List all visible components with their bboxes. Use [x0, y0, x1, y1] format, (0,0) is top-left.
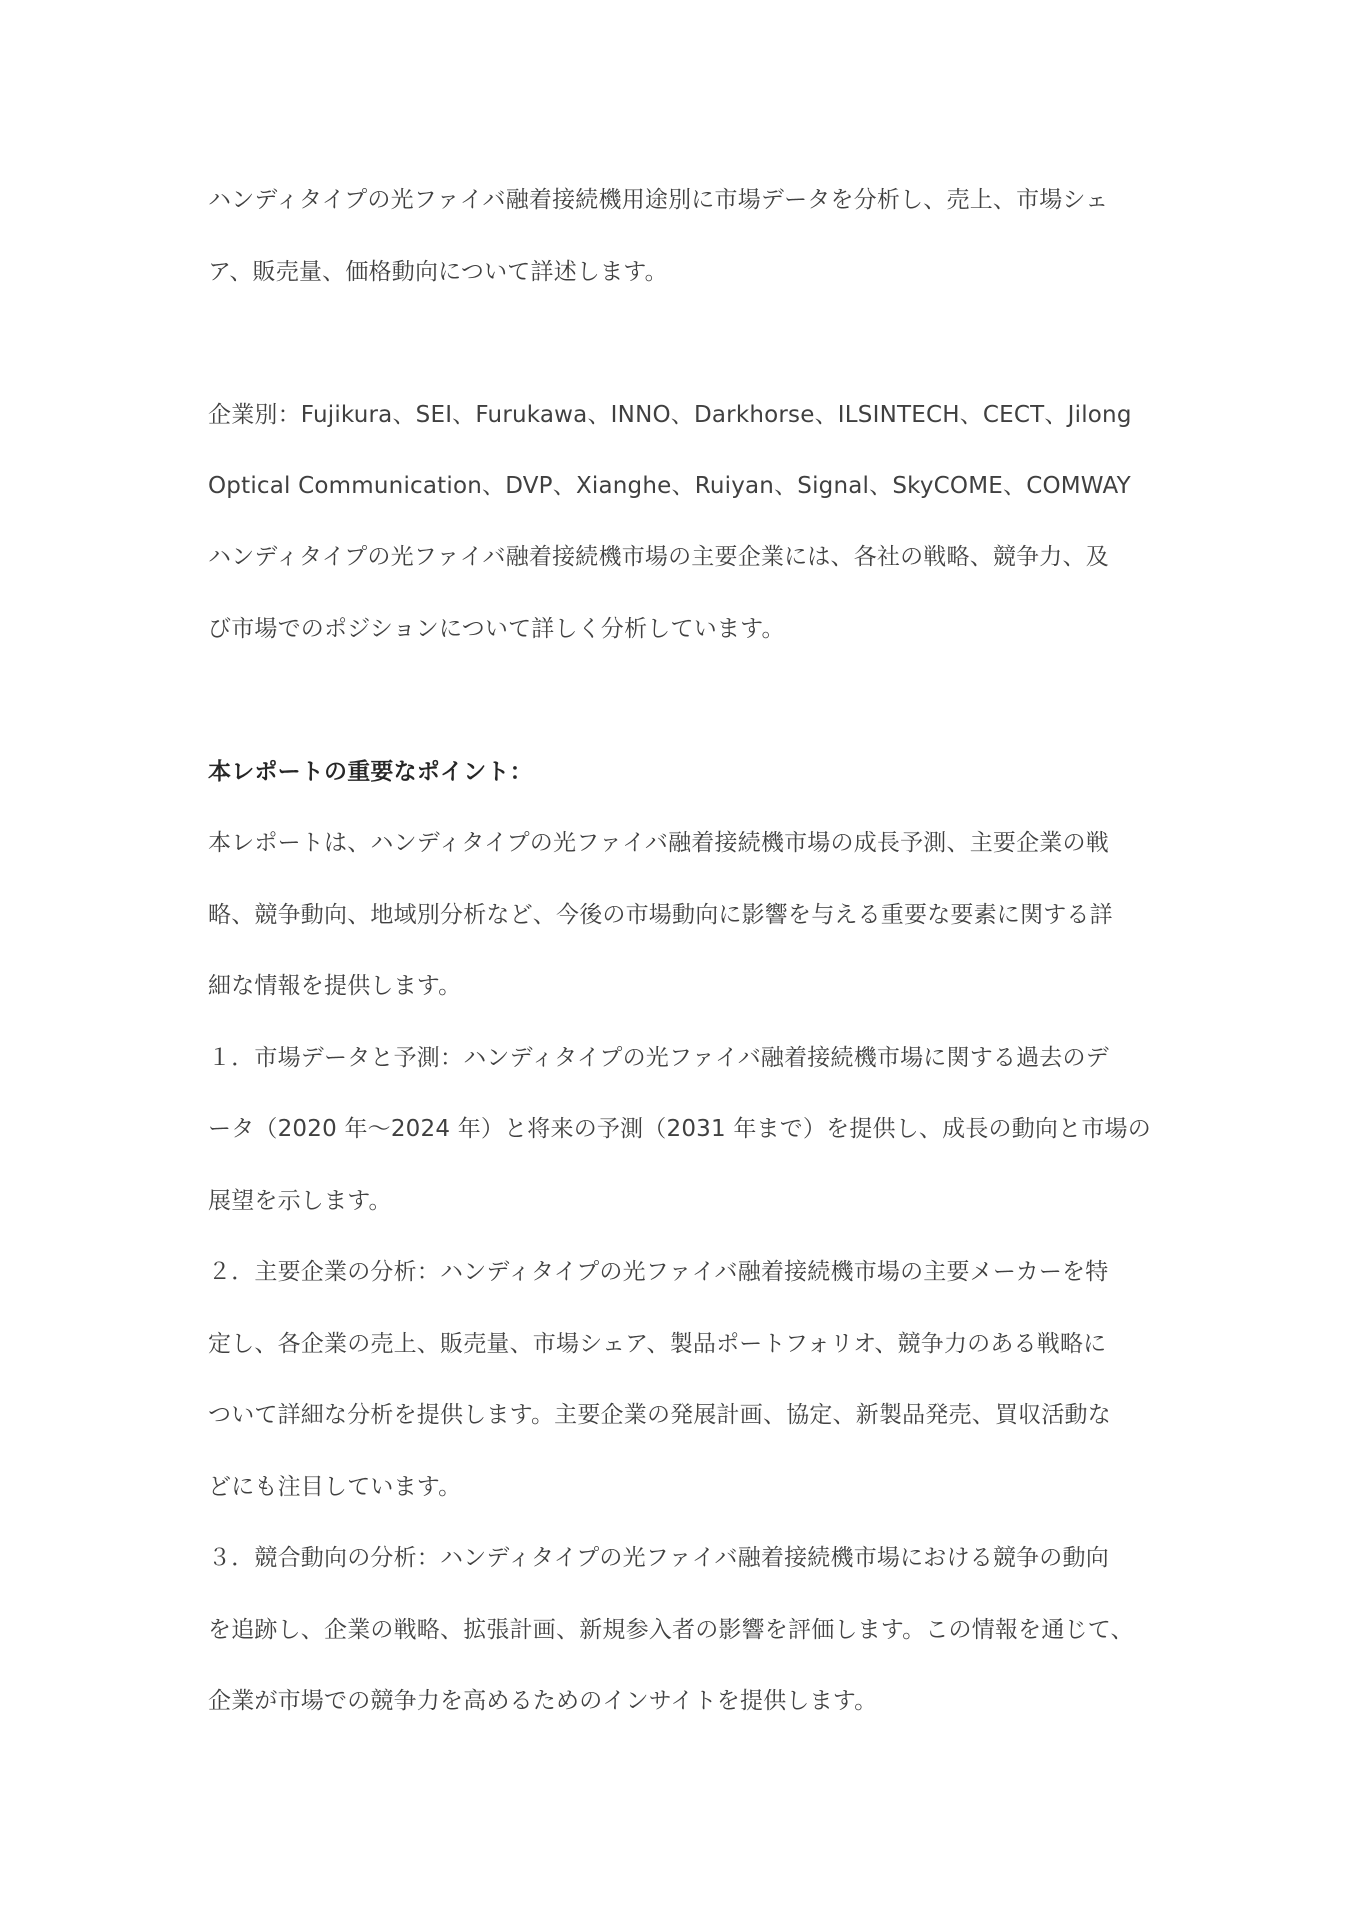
- application-line-2: ア、販売量、価格動向について詳述します。: [208, 259, 668, 285]
- point-2-line-2: 定し、各企業の売上、販売量、市場シェア、製品ポートフォリオ、競争力のある戦略に: [208, 1331, 1107, 1357]
- point-3-line-3: 企業が市場での競争力を高めるためのインサイトを提供します。: [208, 1688, 878, 1714]
- point-1-line-3: 展望を示します。: [208, 1188, 392, 1214]
- intro-line-2: 略、競争動向、地域別分析など、今後の市場動向に影響を与える重要な要素に関する詳: [208, 902, 1113, 928]
- companies-line-4: び市場でのポジションについて詳しく分析しています。: [208, 616, 785, 642]
- point-1-line-2: ータ（2020 年～2024 年）と将来の予測（2031 年まで）を提供し、成長の動向と市場の: [208, 1116, 1151, 1142]
- intro-line-3: 細な情報を提供します。: [208, 973, 462, 999]
- point-2-line-4: どにも注目しています。: [208, 1474, 462, 1500]
- key-points-heading: 本レポートの重要なポイント：: [208, 759, 533, 785]
- point-3-line-2: を追跡し、企業の戦略、拡張計画、新規参入者の影響を評価します。この情報を通じて、: [208, 1617, 1134, 1643]
- intro-line-1: 本レポートは、ハンディタイプの光ファイバ融着接続機市場の成長予測、主要企業の戦: [208, 830, 1109, 856]
- companies-line-3: ハンディタイプの光ファイバ融着接続機市場の主要企業には、各社の戦略、競争力、及: [208, 544, 1109, 570]
- point-1-line-1: １．市場データと予測：ハンディタイプの光ファイバ融着接続機市場に関する過去のデ: [208, 1045, 1109, 1071]
- application-line-1: ハンディタイプの光ファイバ融着接続機用途別に市場データを分析し、売上、市場シェ: [208, 187, 1109, 213]
- point-2-line-3: ついて詳細な分析を提供します。主要企業の発展計画、協定、新製品発売、買収活動な: [208, 1402, 1111, 1428]
- companies-line-1: 企業別：Fujikura、SEI、Furukawa、INNO、Darkhorse、ILSINTECH、CECT、Jilong: [208, 402, 1132, 428]
- point-2-line-1: ２．主要企業の分析：ハンディタイプの光ファイバ融着接続機市場の主要メーカーを特: [208, 1259, 1109, 1285]
- point-3-line-1: ３．競合動向の分析：ハンディタイプの光ファイバ融着接続機市場における競争の動向: [208, 1545, 1109, 1571]
- companies-line-2: Optical Communication、DVP、Xianghe、Ruiyan、Signal、SkyCOME、COMWAY: [208, 473, 1131, 499]
